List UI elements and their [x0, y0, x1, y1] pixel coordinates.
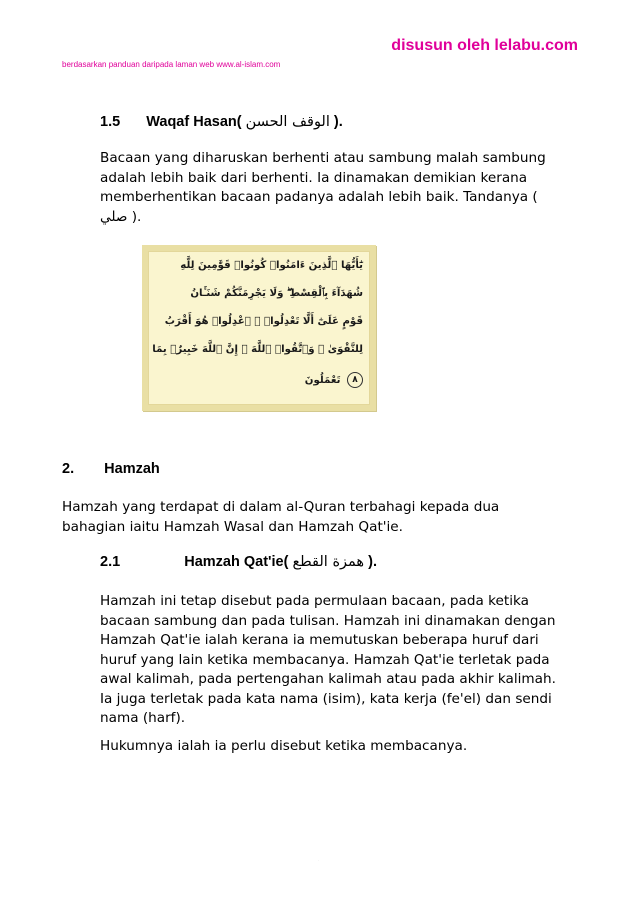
section-2-paragraph: [62, 498, 499, 537]
section-title: Hamzah: [104, 461, 160, 477]
section-number: 2.1: [100, 554, 121, 570]
verse-line: [305, 372, 363, 388]
section-2-1-paragraph: [100, 592, 556, 729]
paragraph-line: memberhentikan bacaan padanya adalah lebih baik. Tandanya (: [100, 189, 538, 205]
section-1-5-heading: [100, 114, 343, 130]
paragraph-line: bacaan sambung dan pada tulisan. Hamzah ini dinamakan dengan: [100, 612, 556, 629]
verse-line: يَٰٓأَيُّهَا ٱلَّذِينَ ءَامَنُوا۟ كُونُوا۟ قَوَّٰمِينَ لِلَّهِ: [180, 260, 363, 271]
verse-word: تَعْمَلُونَ: [304, 375, 341, 386]
verse-line: لِلتَّقْوَىٰ ۖ وَٱتَّقُوا۟ ٱللَّهَ ۚ إِنَّ ٱللَّهَ خَبِيرٌۢ بِمَا: [152, 344, 363, 355]
section-title-end: ).: [333, 114, 343, 130]
paragraph-line: Hamzah ini tetap disebut pada permulaan bacaan, pada ketika: [100, 593, 529, 609]
section-title-arabic: الوقف الحسن: [245, 114, 330, 130]
section-title: Hamzah Qat'ie(: [184, 554, 289, 570]
header-source: berdasarkan panduan daripada laman web www.al-islam.com: [62, 60, 281, 69]
paragraph-line: Hamzah Qat'ie ialah kerana ia memutuskan beberapa huruf dari: [100, 632, 539, 648]
quran-page: [148, 251, 370, 405]
paragraph-line: Bacaan yang diharuskan berhenti atau sambung malah sambung: [100, 150, 546, 166]
waqaf-symbol-arabic: صلي: [100, 208, 128, 225]
section-title-end: ).: [368, 554, 377, 570]
section-2-1-heading: [100, 554, 377, 570]
header-brand: disusun oleh lelabu.com: [391, 37, 578, 54]
paragraph-line: adalah lebih baik dari berhenti. Ia dinamakan demikian kerana: [100, 169, 528, 186]
paragraph-line: nama (harf).: [100, 710, 186, 726]
section-title-arabic: همزة القطع: [292, 554, 365, 570]
verse-line: قَوْمٍ عَلَىٰٓ أَلَّا تَعْدِلُوا۟ ۚ ٱعْدِلُوا۟ هُوَ أَقْرَبُ: [164, 316, 363, 327]
footer-mark: ·: [318, 858, 319, 862]
paragraph-line: Hamzah yang terdapat di dalam al-Quran terbahagi kepada dua: [62, 499, 500, 515]
paragraph-end: ).: [131, 208, 142, 225]
paragraph-line: huruf yang lain ketika membacanya. Hamzah Qat'ie terletak pada: [100, 651, 550, 668]
paragraph-line: Ia juga terletak pada kata nama (isim), kata kerja (fe'el) dan sendi: [100, 690, 552, 707]
paragraph-line: [100, 208, 546, 228]
paragraph-line: bahagian iaitu Hamzah Wasal dan Hamzah Qat'ie.: [62, 518, 403, 535]
verse-line: شُهَدَآءَ بِٱلْقِسْطِ ۖ وَلَا يَجْرِمَنَّكُمْ شَنَـَٔانُ: [190, 288, 363, 299]
quran-verse-image: [142, 245, 376, 411]
section-1-5-paragraph: [100, 149, 546, 227]
section-2-1-rule: Hukumnya ialah ia perlu disebut ketika membacanya.: [100, 738, 468, 754]
verse-end-marker: ٨: [347, 372, 363, 388]
section-number: 1.5: [100, 114, 121, 130]
section-number: 2.: [62, 461, 75, 477]
paragraph-line: awal kalimah, pada pertengahan kalimah atau pada akhir kalimah.: [100, 671, 556, 687]
section-2-heading: [62, 461, 160, 477]
section-title: Waqaf Hasan(: [146, 114, 242, 130]
